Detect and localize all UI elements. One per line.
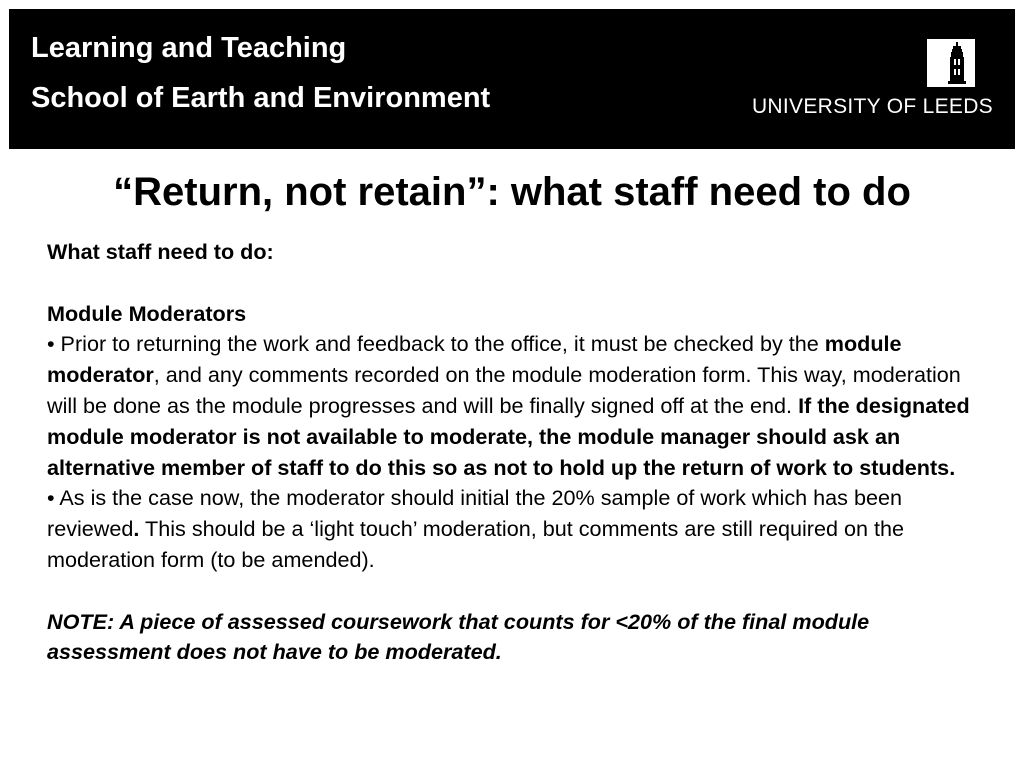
intro-heading: What staff need to do: (47, 239, 274, 264)
university-wordmark: UNIVERSITY OF LEEDS (751, 95, 993, 118)
bullet-1-bold-a: module moderator (47, 331, 902, 388)
bullet-1-text-a: • Prior to returning the work and feedback to the office, it must be checked by the (47, 331, 825, 357)
spacer (47, 576, 982, 607)
spacer (47, 268, 982, 299)
bullet-2-text-b: This should be a ‘light touch’ moderation, but comments are still required on the moderation form (to be amended). (47, 516, 905, 572)
section-heading: Module Moderators (47, 300, 247, 326)
bullet-1-bold-b: If the designated module moderator is not available to moderate, the module manager should ask an alternative member of staff to do this so as not to hold up the return of work to students. (47, 392, 970, 480)
bullet-2-bold-a: . (133, 516, 140, 542)
university-tower-icon (927, 39, 975, 87)
header-title-line-1: Learning and Teaching (31, 32, 347, 64)
header-title-line-2: School of Earth and Environment (31, 82, 491, 114)
slide-body (47, 237, 982, 668)
bullet-2-text-a: • As is the case now, the moderator should initial the 20% sample of work which has been reviewed (47, 485, 902, 542)
slide-title: “Return, not retain”: what staff need to do (113, 170, 911, 214)
bullet-item-1 (47, 329, 982, 483)
note-text: NOTE: A piece of assessed coursework that counts for <20% of the final module assessment does not have to be moderated. (47, 608, 870, 665)
bullet-item-2 (47, 483, 982, 575)
bullet-1-text-b: , and any comments recorded on the module moderation form. This way, moderation will be done as the module progresses and will be finally signed off at the end. (47, 362, 961, 418)
